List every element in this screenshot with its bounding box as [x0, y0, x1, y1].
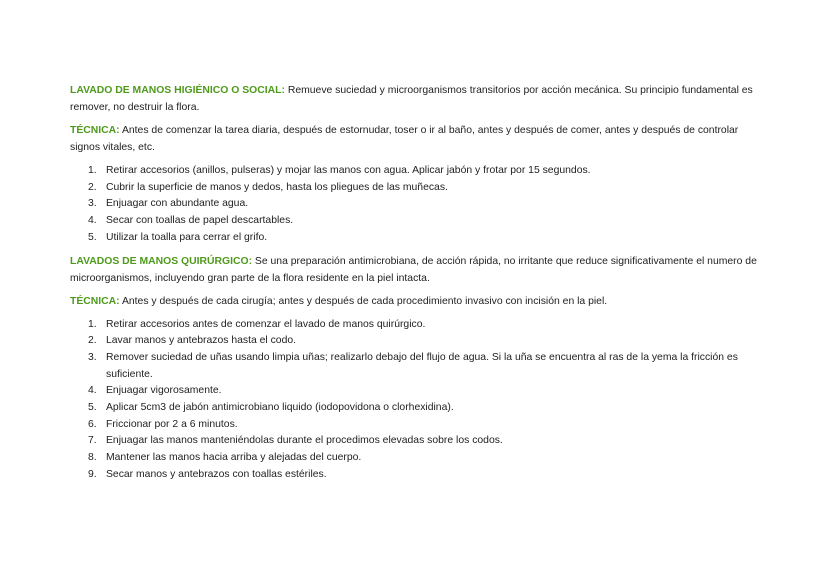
section1-technique-text: Antes de comenzar la tarea diaria, después de estornudar, toser o ir al baño, antes y después de comer, antes y después de controlar signos vitales, etc.: [70, 125, 739, 153]
list-item: [70, 383, 760, 400]
section2-text: Se una preparación antimicrobiana, de acción rápida, no irritante que reduce significativamente el numero de microorganismos, incluyendo gran parte de la flora residente en la piel intacta.: [70, 255, 757, 284]
list-item: [70, 196, 760, 213]
list-item: [70, 163, 760, 180]
section2-heading: LAVADOS DE MANOS QUIRÚRGICO:: [70, 255, 253, 267]
list-item: [70, 350, 760, 383]
step-number: 2.: [88, 181, 97, 193]
step-text: Utilizar la toalla para cerrar el grifo.: [106, 231, 268, 243]
step-number: 3.: [88, 198, 97, 210]
list-item: [70, 450, 760, 467]
list-item: [70, 433, 760, 450]
step-number: 1.: [88, 165, 97, 176]
step-text: Mantener las manos hacia arriba y alejadas del cuerpo.: [106, 452, 362, 464]
step-number: 6.: [88, 418, 97, 430]
step-text: Aplicar 5cm3 de jabón antimicrobiano liquido (iodopovidona o clorhexidina).: [106, 402, 454, 414]
section1-steps: [70, 163, 760, 247]
step-text: Secar manos y antebrazos con toallas estériles.: [106, 468, 327, 480]
section2-technique-label: TÉCNICA:: [70, 295, 120, 307]
list-item: [70, 467, 760, 484]
step-number: 5.: [88, 402, 97, 414]
step-text: Remover suciedad de uñas usando limpia uñas; realizarlo debajo del flujo de agua. Si la uña se encuentra al ras de la yema la fricción es suficiente.: [106, 351, 738, 380]
step-number: 7.: [88, 435, 97, 447]
step-text: Lavar manos y antebrazos hasta el codo.: [106, 335, 297, 347]
step-number: 8.: [88, 452, 97, 464]
step-text: Retirar accesorios (anillos, pulseras) y mojar las manos con agua. Aplicar jabón y frotar por 15 segundos.: [106, 165, 591, 176]
list-item: [70, 230, 760, 247]
step-number: 5.: [88, 231, 97, 243]
list-item: [70, 333, 760, 350]
document-page: [70, 82, 760, 490]
list-item: [70, 400, 760, 417]
section1-intro: [70, 82, 760, 116]
list-item: [70, 417, 760, 434]
step-text: Enjuagar vigorosamente.: [106, 385, 222, 397]
step-text: Enjuagar las manos manteniéndolas durante el procedimos elevadas sobre los codos.: [106, 435, 503, 447]
step-text: Secar con toallas de papel descartables.: [106, 215, 294, 227]
list-item: [70, 317, 760, 334]
step-number: 3.: [88, 351, 97, 363]
section2-steps: [70, 317, 760, 484]
step-number: 9.: [88, 468, 97, 480]
step-text: Enjuagar con abundante agua.: [106, 198, 249, 210]
list-item: [70, 180, 760, 197]
step-text: Retirar accesorios antes de comenzar el lavado de manos quirúrgico.: [106, 318, 426, 330]
step-number: 4.: [88, 385, 97, 397]
step-number: 1.: [88, 318, 97, 330]
section2-intro: [70, 253, 760, 287]
section1-heading: LAVADO DE MANOS HIGIÉNICO O SOCIAL:: [70, 85, 285, 96]
step-text: Cubrir la superficie de manos y dedos, hasta los pliegues de las muñecas.: [106, 181, 448, 193]
section2-technique-text: Antes y después de cada cirugía; antes y después de cada procedimiento invasivo con incisión en la piel.: [119, 295, 608, 307]
section2-technique: [70, 293, 760, 310]
step-number: 4.: [88, 215, 97, 227]
list-item: [70, 213, 760, 230]
section1-technique: [70, 122, 760, 156]
section1-text: Remueve suciedad y microorganismos transitorios por acción mecánica. Su principio fundamental es remover, no destruir la flora.: [70, 85, 753, 113]
section1-technique-label: TÉCNICA:: [70, 125, 120, 136]
step-text: Friccionar por 2 a 6 minutos.: [106, 418, 238, 430]
step-number: 2.: [88, 335, 97, 347]
